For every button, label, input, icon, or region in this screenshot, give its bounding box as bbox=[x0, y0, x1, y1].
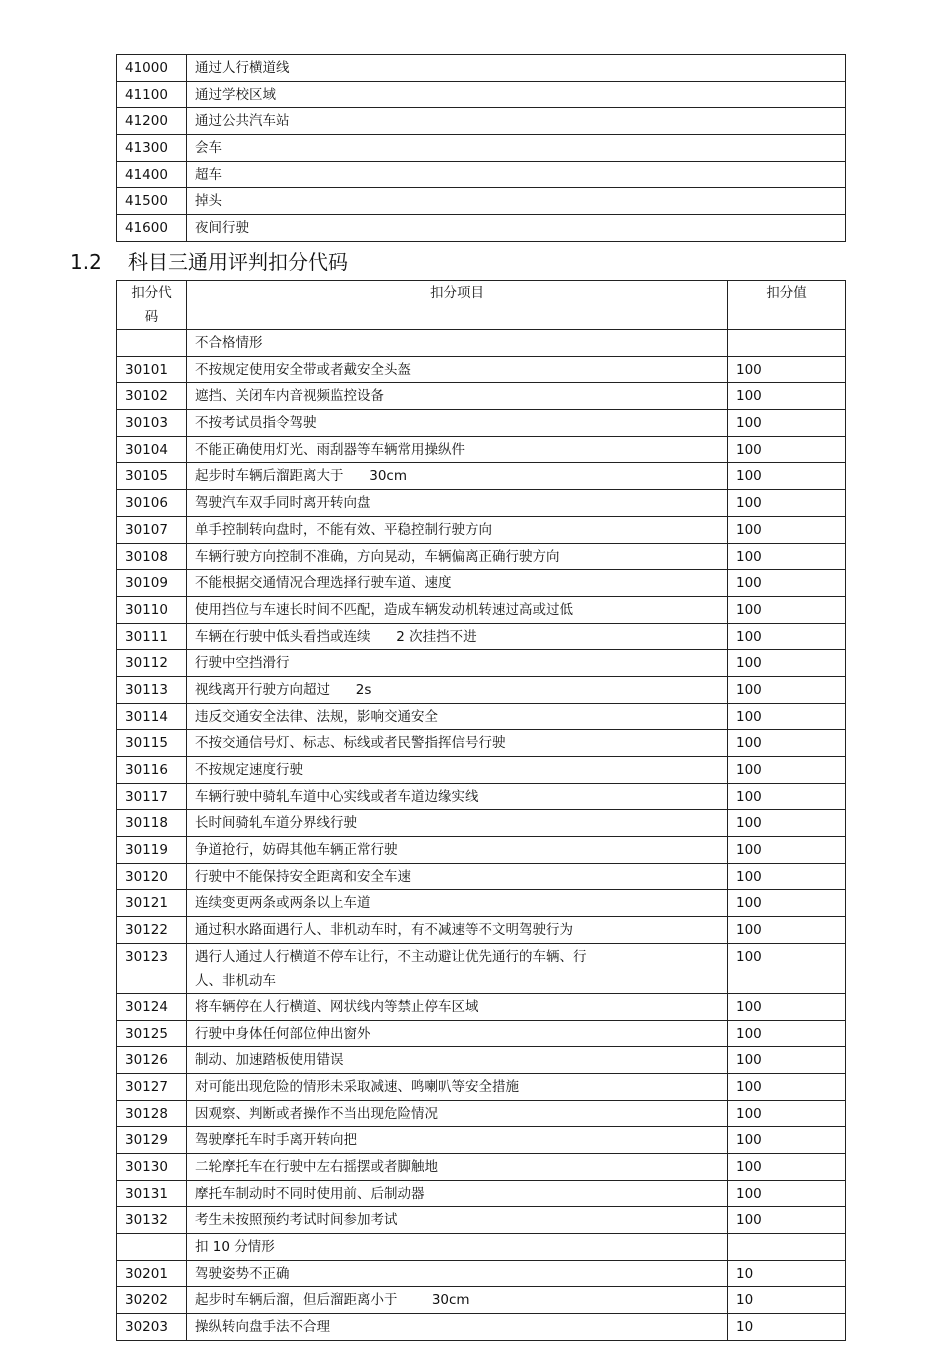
cell-value: 100 bbox=[728, 703, 846, 730]
cell-value: 100 bbox=[728, 463, 846, 490]
cell-code: 30203 bbox=[117, 1314, 187, 1341]
table-row bbox=[117, 1047, 846, 1074]
cell-value: 100 bbox=[728, 623, 846, 650]
cell-item: 遇行人通过人行横道不停车让行，不主动避让优先通行的车辆、行 人、非机动车 bbox=[187, 943, 728, 993]
cell-item: 不按规定速度行驶 bbox=[187, 757, 728, 784]
table-row bbox=[117, 783, 846, 810]
cell-value: 100 bbox=[728, 676, 846, 703]
cell-item: 通过学校区域 bbox=[187, 81, 846, 108]
table-row bbox=[117, 810, 846, 837]
cell-code: 30107 bbox=[117, 516, 187, 543]
table-row bbox=[117, 516, 846, 543]
table-row bbox=[117, 410, 846, 437]
cell-item: 夜间行驶 bbox=[187, 215, 846, 242]
cell-value: 100 bbox=[728, 837, 846, 864]
cell-code: 30110 bbox=[117, 596, 187, 623]
cell-item: 对可能出现危险的情形未采取减速、鸣喇叭等安全措施 bbox=[187, 1073, 728, 1100]
cell-value: 100 bbox=[728, 1127, 846, 1154]
table-row bbox=[117, 676, 846, 703]
cell-item: 掉头 bbox=[187, 188, 846, 215]
cell-item: 遮挡、关闭车内音视频监控设备 bbox=[187, 383, 728, 410]
table-row bbox=[117, 1100, 846, 1127]
table-row bbox=[117, 1207, 846, 1234]
cell-value: 100 bbox=[728, 1207, 846, 1234]
cell-value: 100 bbox=[728, 863, 846, 890]
cell-code: 30102 bbox=[117, 383, 187, 410]
cell-code: 41100 bbox=[117, 81, 187, 108]
cell-item: 会车 bbox=[187, 135, 846, 162]
table-row bbox=[117, 215, 846, 242]
cell-code: 30129 bbox=[117, 1127, 187, 1154]
table-row bbox=[117, 757, 846, 784]
cell-item: 考生未按照预约考试时间参加考试 bbox=[187, 1207, 728, 1234]
table-row bbox=[117, 1180, 846, 1207]
cell-code: 30125 bbox=[117, 1020, 187, 1047]
cell-item: 摩托车制动时不同时使用前、后制动器 bbox=[187, 1180, 728, 1207]
cell-code: 30109 bbox=[117, 570, 187, 597]
cell-code: 41600 bbox=[117, 215, 187, 242]
section-number: 1.2 bbox=[70, 250, 102, 274]
cell-item: 不能根据交通情况合理选择行驶车道、速度 bbox=[187, 570, 728, 597]
table-row bbox=[117, 650, 846, 677]
cell-code: 30121 bbox=[117, 890, 187, 917]
cell-value: 100 bbox=[728, 570, 846, 597]
cell-code: 30127 bbox=[117, 1073, 187, 1100]
cell-item: 不合格情形 bbox=[187, 330, 728, 357]
table-row bbox=[117, 188, 846, 215]
cell-value: 100 bbox=[728, 810, 846, 837]
cell-item: 行驶中身体任何部位伸出窗外 bbox=[187, 1020, 728, 1047]
cell-value: 100 bbox=[728, 490, 846, 517]
cell-item: 通过积水路面遇行人、非机动车时，有不减速等不文明驾驶行为 bbox=[187, 917, 728, 944]
cell-code: 30132 bbox=[117, 1207, 187, 1234]
cell-item: 扣 10 分情形 bbox=[187, 1234, 728, 1261]
cell-code: 30126 bbox=[117, 1047, 187, 1074]
deduction-table-body bbox=[117, 330, 846, 1341]
cell-code: 30122 bbox=[117, 917, 187, 944]
table-row bbox=[117, 1260, 846, 1287]
table-row bbox=[117, 436, 846, 463]
cell-item: 不能正确使用灯光、雨刮器等车辆常用操纵件 bbox=[187, 436, 728, 463]
cell-value: 100 bbox=[728, 783, 846, 810]
cell-value: 10 bbox=[728, 1287, 846, 1314]
cell-item: 因观察、判断或者操作不当出现危险情况 bbox=[187, 1100, 728, 1127]
table-row bbox=[117, 730, 846, 757]
cell-value: 100 bbox=[728, 516, 846, 543]
table-row bbox=[117, 543, 846, 570]
cell-value: 100 bbox=[728, 1020, 846, 1047]
deduction-code-table bbox=[116, 280, 846, 1341]
section-title: 科目三通用评判扣分代码 bbox=[128, 250, 348, 274]
cell-value bbox=[728, 1234, 846, 1261]
cell-code: 30104 bbox=[117, 436, 187, 463]
cell-item: 起步时车辆后溜，但后溜距离小于 30cm bbox=[187, 1287, 728, 1314]
cell-code: 30101 bbox=[117, 356, 187, 383]
top-table-body bbox=[117, 55, 846, 242]
cell-item: 争道抢行，妨碍其他车辆正常行驶 bbox=[187, 837, 728, 864]
cell-value: 100 bbox=[728, 1100, 846, 1127]
cell-item: 车辆在行驶中低头看挡或连续 2 次挂挡不进 bbox=[187, 623, 728, 650]
table-row bbox=[117, 55, 846, 82]
cell-code: 30119 bbox=[117, 837, 187, 864]
table-row bbox=[117, 1314, 846, 1341]
category-row bbox=[117, 1234, 846, 1261]
cell-item: 连续变更两条或两条以上车道 bbox=[187, 890, 728, 917]
cell-value: 100 bbox=[728, 650, 846, 677]
cell-code: 30115 bbox=[117, 730, 187, 757]
cell-code: 41000 bbox=[117, 55, 187, 82]
table-row bbox=[117, 490, 846, 517]
cell-value: 100 bbox=[728, 356, 846, 383]
top-table bbox=[116, 54, 846, 242]
table-row bbox=[117, 570, 846, 597]
cell-item: 使用挡位与车速长时间不匹配，造成车辆发动机转速过高或过低 bbox=[187, 596, 728, 623]
header-code: 扣分代码 bbox=[117, 281, 187, 330]
cell-value: 100 bbox=[728, 1047, 846, 1074]
cell-item: 驾驶姿势不正确 bbox=[187, 1260, 728, 1287]
cell-value: 100 bbox=[728, 1073, 846, 1100]
table-row bbox=[117, 161, 846, 188]
cell-value: 100 bbox=[728, 730, 846, 757]
cell-code: 30131 bbox=[117, 1180, 187, 1207]
cell-code: 30108 bbox=[117, 543, 187, 570]
cell-item: 车辆行驶方向控制不准确，方向晃动，车辆偏离正确行驶方向 bbox=[187, 543, 728, 570]
cell-item: 通过公共汽车站 bbox=[187, 108, 846, 135]
cell-value: 100 bbox=[728, 410, 846, 437]
cell-value: 100 bbox=[728, 1153, 846, 1180]
cell-item: 通过人行横道线 bbox=[187, 55, 846, 82]
cell-code: 30103 bbox=[117, 410, 187, 437]
cell-item: 起步时车辆后溜距离大于 30cm bbox=[187, 463, 728, 490]
table-row bbox=[117, 596, 846, 623]
cell-item: 行驶中不能保持安全距离和安全车速 bbox=[187, 863, 728, 890]
cell-item: 长时间骑轧车道分界线行驶 bbox=[187, 810, 728, 837]
section-heading bbox=[70, 247, 348, 277]
table-row bbox=[117, 383, 846, 410]
table-row bbox=[117, 356, 846, 383]
table-row bbox=[117, 135, 846, 162]
table-row bbox=[117, 108, 846, 135]
table-header-row bbox=[117, 281, 846, 330]
cell-code: 30105 bbox=[117, 463, 187, 490]
cell-code: 30111 bbox=[117, 623, 187, 650]
cell-item: 车辆行驶中骑轧车道中心实线或者车道边缘实线 bbox=[187, 783, 728, 810]
cell-value: 100 bbox=[728, 917, 846, 944]
cell-value bbox=[728, 330, 846, 357]
cell-item: 不按交通信号灯、标志、标线或者民警指挥信号行驶 bbox=[187, 730, 728, 757]
cell-value: 100 bbox=[728, 943, 846, 993]
cell-code: 30128 bbox=[117, 1100, 187, 1127]
cell-code: 30120 bbox=[117, 863, 187, 890]
cell-code: 30202 bbox=[117, 1287, 187, 1314]
cell-code: 30113 bbox=[117, 676, 187, 703]
cell-item: 二轮摩托车在行驶中左右摇摆或者脚触地 bbox=[187, 1153, 728, 1180]
header-value: 扣分值 bbox=[728, 281, 846, 330]
category-row bbox=[117, 330, 846, 357]
cell-code: 30116 bbox=[117, 757, 187, 784]
cell-item: 违反交通安全法律、法规，影响交通安全 bbox=[187, 703, 728, 730]
cell-item: 视线离开行驶方向超过 2s bbox=[187, 676, 728, 703]
header-item: 扣分项目 bbox=[187, 281, 728, 330]
cell-value: 100 bbox=[728, 543, 846, 570]
cell-item: 单手控制转向盘时，不能有效、平稳控制行驶方向 bbox=[187, 516, 728, 543]
table-row bbox=[117, 81, 846, 108]
cell-item: 行驶中空挡滑行 bbox=[187, 650, 728, 677]
table-row bbox=[117, 1153, 846, 1180]
cell-item: 不按考试员指令驾驶 bbox=[187, 410, 728, 437]
table-row bbox=[117, 943, 846, 993]
table-row bbox=[117, 890, 846, 917]
cell-value: 10 bbox=[728, 1314, 846, 1341]
cell-code: 30118 bbox=[117, 810, 187, 837]
cell-value: 100 bbox=[728, 993, 846, 1020]
table-row bbox=[117, 863, 846, 890]
cell-item: 操纵转向盘手法不合理 bbox=[187, 1314, 728, 1341]
cell-item: 不按规定使用安全带或者戴安全头盔 bbox=[187, 356, 728, 383]
table-row bbox=[117, 463, 846, 490]
cell-code: 30112 bbox=[117, 650, 187, 677]
table-row bbox=[117, 703, 846, 730]
table-row bbox=[117, 1020, 846, 1047]
cell-item: 驾驶汽车双手同时离开转向盘 bbox=[187, 490, 728, 517]
cell-code: 41500 bbox=[117, 188, 187, 215]
cell-item: 将车辆停在人行横道、网状线内等禁止停车区域 bbox=[187, 993, 728, 1020]
cell-item: 驾驶摩托车时手离开转向把 bbox=[187, 1127, 728, 1154]
table-row bbox=[117, 837, 846, 864]
cell-value: 100 bbox=[728, 383, 846, 410]
cell-value: 100 bbox=[728, 1180, 846, 1207]
cell-item: 超车 bbox=[187, 161, 846, 188]
cell-value: 100 bbox=[728, 436, 846, 463]
cell-code: 41300 bbox=[117, 135, 187, 162]
cell-code: 30123 bbox=[117, 943, 187, 993]
table-row bbox=[117, 917, 846, 944]
cell-code bbox=[117, 330, 187, 357]
cell-code: 30124 bbox=[117, 993, 187, 1020]
table-row bbox=[117, 1127, 846, 1154]
cell-code: 30106 bbox=[117, 490, 187, 517]
table-row bbox=[117, 1073, 846, 1100]
cell-code: 41200 bbox=[117, 108, 187, 135]
cell-value: 100 bbox=[728, 596, 846, 623]
cell-value: 10 bbox=[728, 1260, 846, 1287]
cell-code: 41400 bbox=[117, 161, 187, 188]
table-row bbox=[117, 993, 846, 1020]
cell-item: 制动、加速踏板使用错误 bbox=[187, 1047, 728, 1074]
cell-code: 30114 bbox=[117, 703, 187, 730]
cell-code: 30117 bbox=[117, 783, 187, 810]
cell-code bbox=[117, 1234, 187, 1261]
cell-code: 30130 bbox=[117, 1153, 187, 1180]
table-row bbox=[117, 623, 846, 650]
cell-value: 100 bbox=[728, 757, 846, 784]
table-row bbox=[117, 1287, 846, 1314]
cell-value: 100 bbox=[728, 890, 846, 917]
cell-code: 30201 bbox=[117, 1260, 187, 1287]
